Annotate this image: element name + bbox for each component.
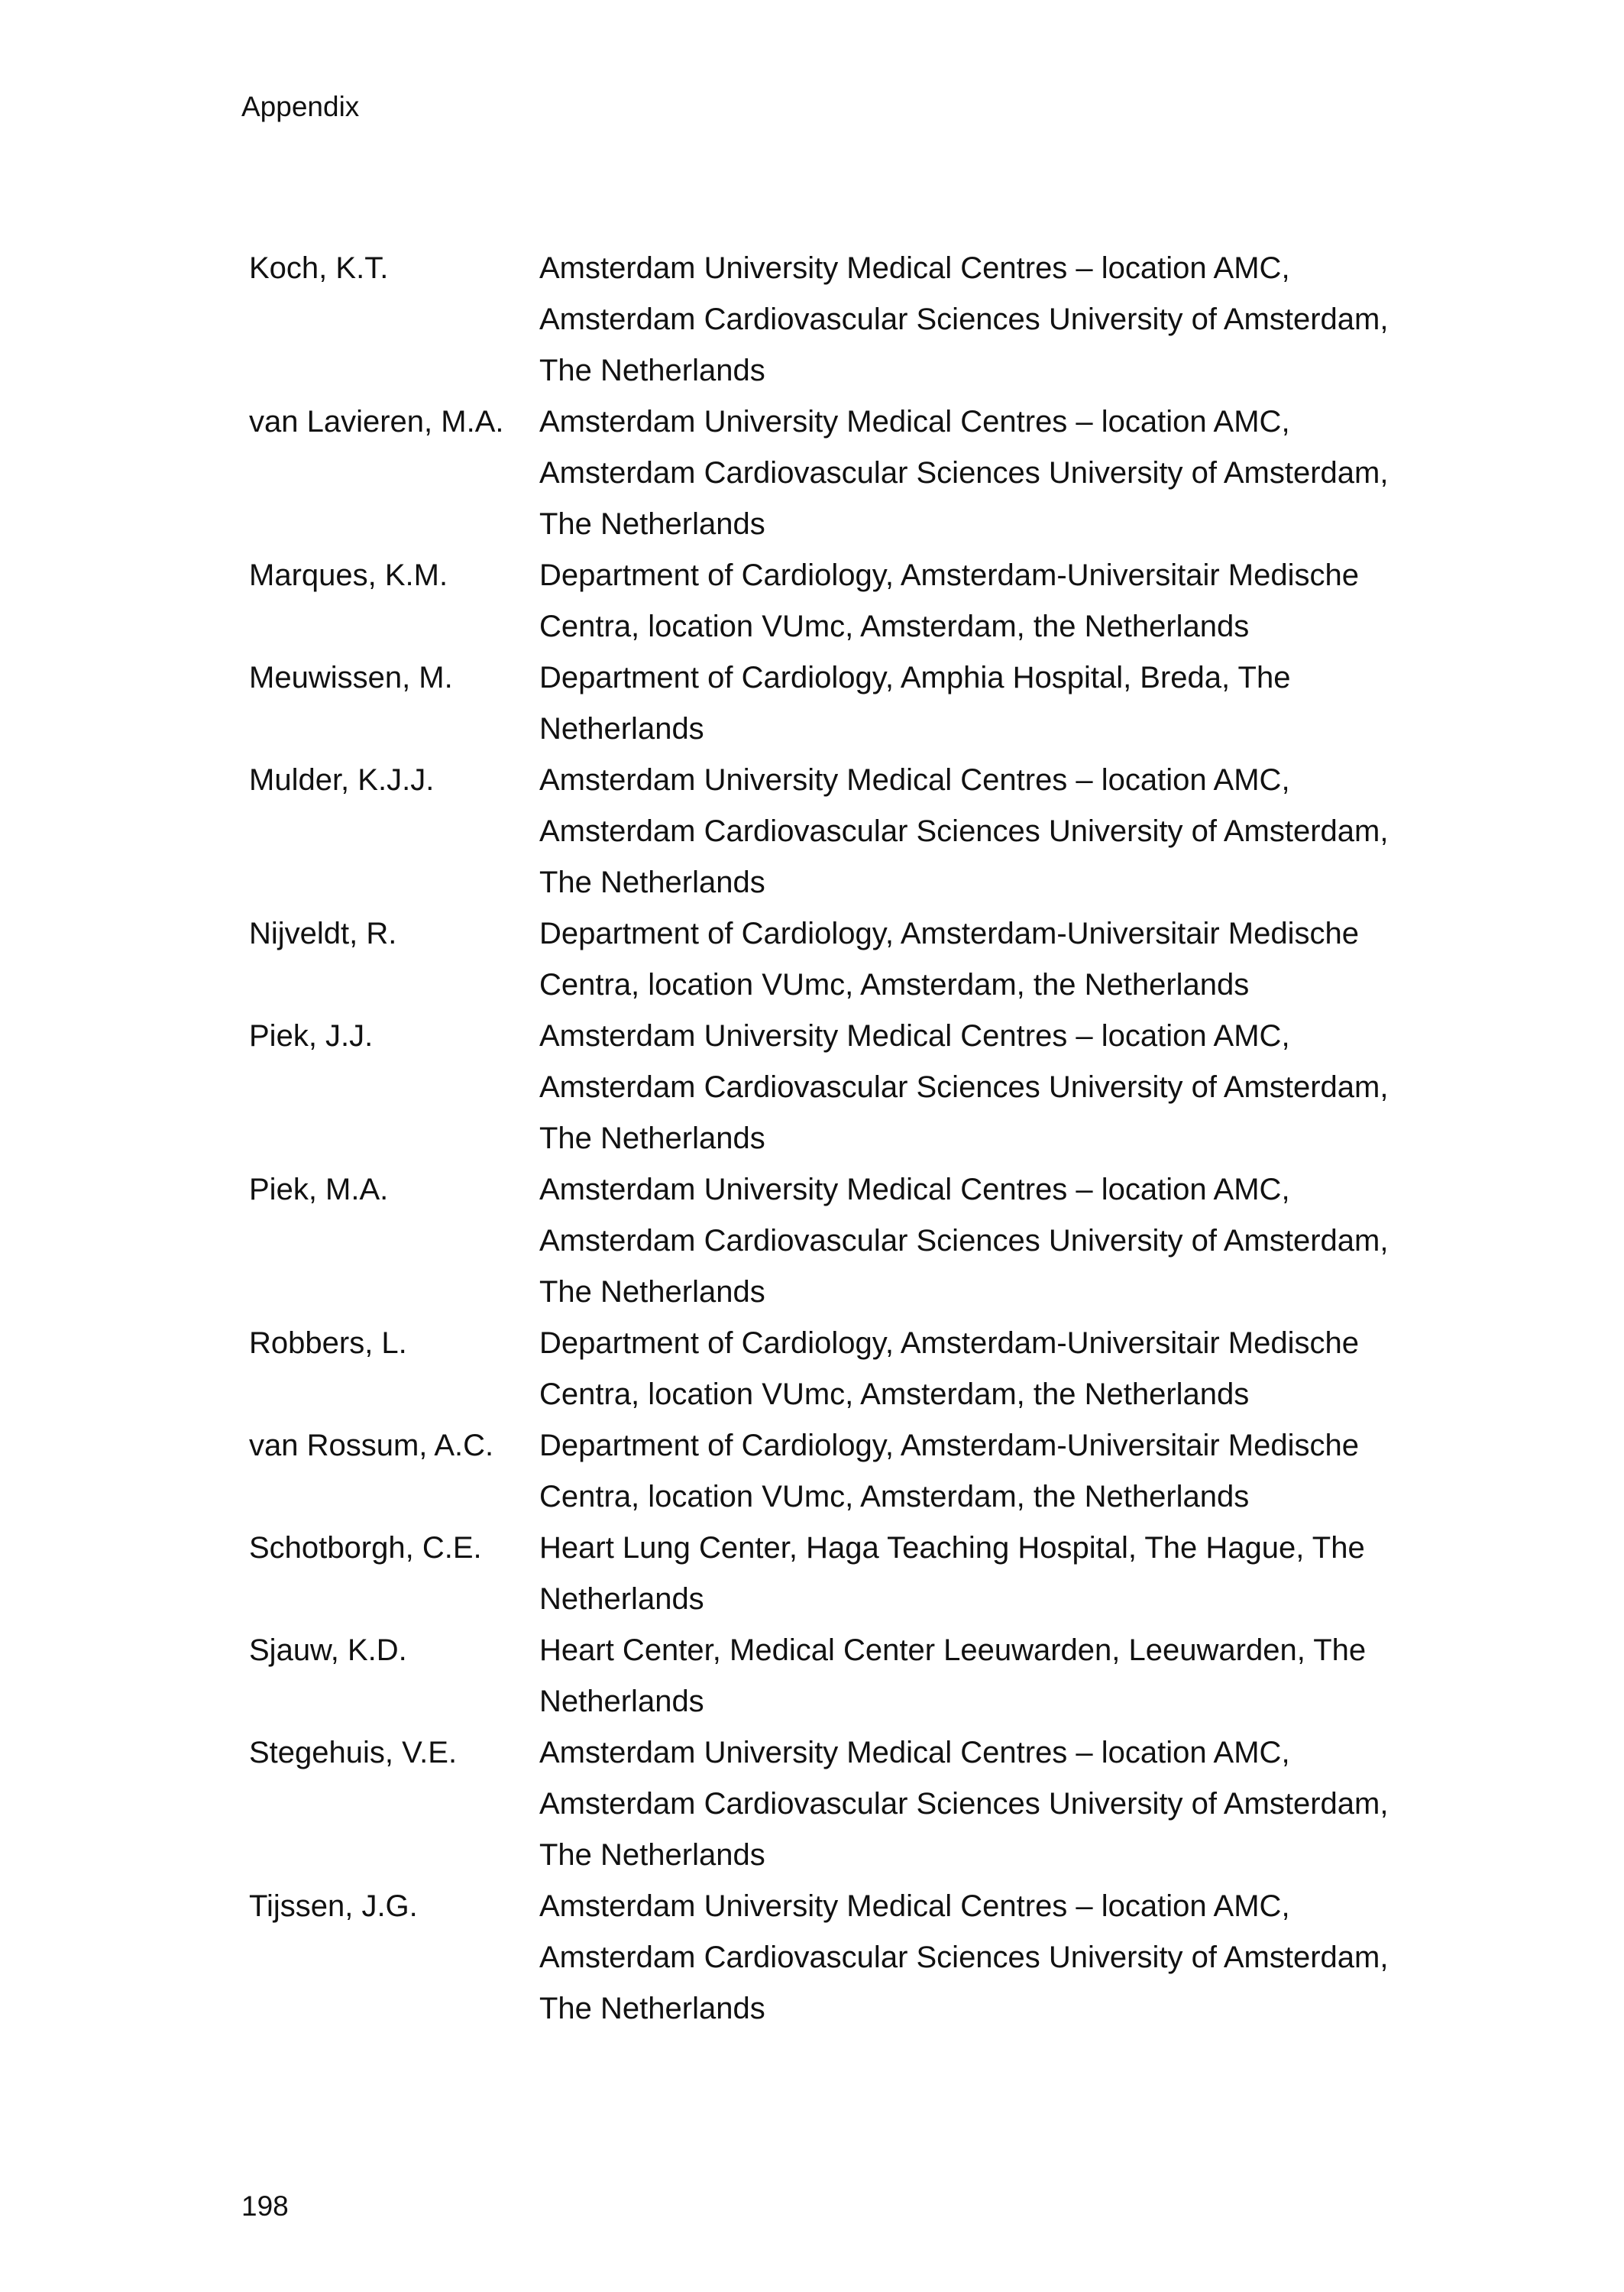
author-affiliation	[539, 1881, 1441, 2035]
author-name: Nijveldt, R.	[249, 917, 397, 950]
author-name: Schotborgh, C.E.	[249, 1531, 482, 1565]
author-affiliation	[539, 1727, 1441, 1881]
affiliation-line: Department of Cardiology, Amsterdam-Universitair Medische	[539, 917, 1359, 950]
affiliation-line: Department of Cardiology, Amsterdam-Universitair Medische	[539, 1429, 1359, 1462]
author-affiliation	[539, 755, 1441, 908]
affiliation-line: Amsterdam Cardiovascular Sciences University of Amsterdam,	[539, 1787, 1389, 1821]
running-header: Appendix	[241, 91, 360, 122]
author-name: Tijssen, J.G.	[249, 1889, 418, 1923]
affiliation-line: Netherlands	[539, 1582, 704, 1616]
author-affiliation	[539, 908, 1441, 1011]
affiliation-line: Amsterdam University Medical Centres – location AMC,	[539, 1889, 1290, 1923]
author-affiliation	[539, 1011, 1441, 1164]
list-item	[249, 1164, 1441, 1318]
affiliation-line: Amsterdam Cardiovascular Sciences University of Amsterdam,	[539, 456, 1389, 490]
affiliation-line: Centra, location VUmc, Amsterdam, the Netherlands	[539, 1480, 1250, 1513]
list-item	[249, 1318, 1441, 1420]
author-affiliation	[539, 1420, 1441, 1523]
affiliation-line: The Netherlands	[539, 866, 765, 899]
affiliation-line: Netherlands	[539, 1685, 704, 1718]
affiliation-line: Amsterdam University Medical Centres – location AMC,	[539, 1019, 1290, 1053]
affiliation-line: Amsterdam University Medical Centres – location AMC,	[539, 1736, 1290, 1769]
author-affiliation	[539, 1523, 1441, 1625]
affiliation-line: Amsterdam University Medical Centres – location AMC,	[539, 405, 1290, 439]
list-item	[249, 397, 1441, 550]
affiliation-line: Amsterdam University Medical Centres – location AMC,	[539, 763, 1290, 797]
affiliation-line: The Netherlands	[539, 1122, 765, 1155]
affiliation-line: Department of Cardiology, Amphia Hospital, Breda, The	[539, 661, 1291, 694]
author-affiliation-list	[249, 243, 1441, 2035]
list-item	[249, 550, 1441, 652]
author-name: Sjauw, K.D.	[249, 1633, 407, 1667]
author-affiliation	[539, 1625, 1441, 1727]
author-affiliation	[539, 243, 1441, 397]
affiliation-line: Department of Cardiology, Amsterdam-Universitair Medische	[539, 558, 1359, 592]
affiliation-line: Centra, location VUmc, Amsterdam, the Netherlands	[539, 1377, 1250, 1411]
affiliation-line: Centra, location VUmc, Amsterdam, the Netherlands	[539, 968, 1250, 1002]
list-item	[249, 1011, 1441, 1164]
author-name: van Rossum, A.C.	[249, 1429, 494, 1462]
affiliation-line: Amsterdam University Medical Centres – location AMC,	[539, 1173, 1290, 1206]
list-item	[249, 1625, 1441, 1727]
author-name: Piek, J.J.	[249, 1019, 374, 1053]
affiliation-line: Centra, location VUmc, Amsterdam, the Netherlands	[539, 610, 1250, 643]
affiliation-line: Amsterdam Cardiovascular Sciences University of Amsterdam,	[539, 1224, 1389, 1258]
affiliation-line: Amsterdam Cardiovascular Sciences University of Amsterdam,	[539, 1070, 1389, 1104]
author-name: Mulder, K.J.J.	[249, 763, 435, 797]
affiliation-line: Amsterdam University Medical Centres – location AMC,	[539, 251, 1290, 285]
list-item	[249, 652, 1441, 755]
list-item	[249, 755, 1441, 908]
list-item	[249, 1727, 1441, 1881]
affiliation-line: Heart Center, Medical Center Leeuwarden, Leeuwarden, The	[539, 1633, 1367, 1667]
author-name: van Lavieren, M.A.	[249, 405, 504, 439]
author-name: Meuwissen, M.	[249, 661, 453, 694]
list-item	[249, 1881, 1441, 2035]
affiliation-line: Amsterdam Cardiovascular Sciences University of Amsterdam,	[539, 814, 1389, 848]
page-number: 198	[241, 2190, 289, 2222]
author-affiliation	[539, 652, 1441, 755]
affiliation-line: Amsterdam Cardiovascular Sciences University of Amsterdam,	[539, 1941, 1389, 1974]
author-affiliation	[539, 1164, 1441, 1318]
author-affiliation	[539, 550, 1441, 652]
list-item	[249, 1420, 1441, 1523]
affiliation-line: The Netherlands	[539, 1275, 765, 1309]
author-name: Koch, K.T.	[249, 251, 389, 285]
affiliation-line: Department of Cardiology, Amsterdam-Universitair Medische	[539, 1326, 1359, 1360]
list-item	[249, 908, 1441, 1011]
affiliation-line: Netherlands	[539, 712, 704, 746]
affiliation-line: The Netherlands	[539, 507, 765, 541]
affiliation-line: Amsterdam Cardiovascular Sciences University of Amsterdam,	[539, 303, 1389, 336]
affiliation-line: The Netherlands	[539, 1992, 765, 2025]
author-affiliation	[539, 1318, 1441, 1420]
author-name: Marques, K.M.	[249, 558, 448, 592]
author-name: Piek, M.A.	[249, 1173, 389, 1206]
author-name: Robbers, L.	[249, 1326, 407, 1360]
affiliation-line: The Netherlands	[539, 354, 765, 387]
author-name: Stegehuis, V.E.	[249, 1736, 458, 1769]
affiliation-line: The Netherlands	[539, 1838, 765, 1872]
affiliation-line: Heart Lung Center, Haga Teaching Hospital, The Hague, The	[539, 1531, 1365, 1565]
list-item	[249, 1523, 1441, 1625]
list-item	[249, 243, 1441, 397]
author-affiliation	[539, 397, 1441, 550]
